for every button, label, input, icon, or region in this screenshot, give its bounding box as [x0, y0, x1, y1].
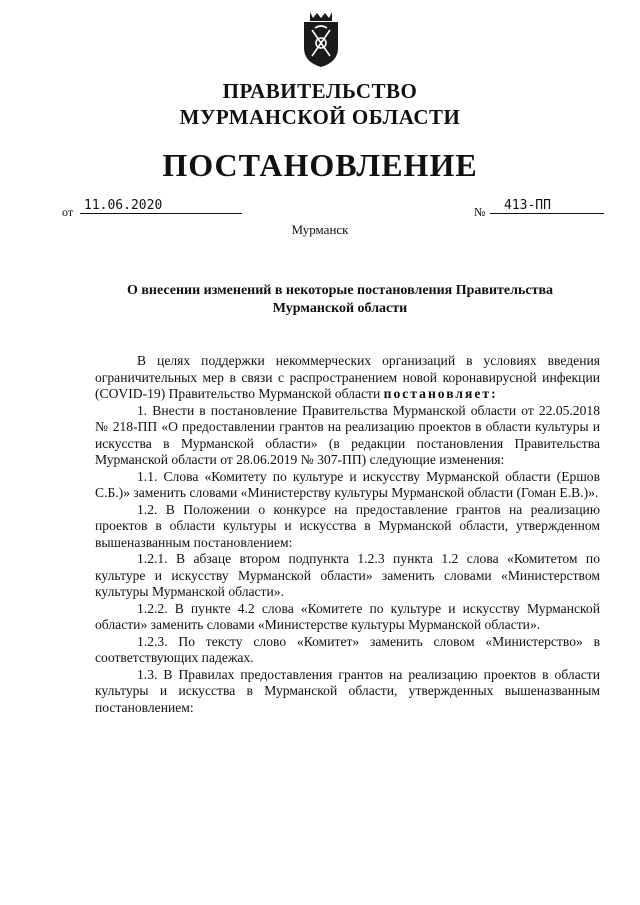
- paragraph-intro: [95, 353, 600, 403]
- paragraph-1-2-3: 1.2.3. По тексту слово «Комитет» заменить словом «Министерство» в соответствующих падежах.: [95, 633, 600, 665]
- date-number-row: [62, 198, 592, 222]
- paragraph-1-1: 1.1. Слова «Комитету по культуре и искусству Мурманской области (Ершов С.Б.)» заменить словами «Министерству культуры Мурманской области (Гоман Е.В.)».: [95, 468, 600, 500]
- paragraph-1-2-1: 1.2.1. В абзаце втором подпункта 1.2.3 пункта 1.2 слова «Комитетом по культуре и искусству Мурманской области» заменить словами «Министерством культуры Мурманской области».: [95, 551, 600, 599]
- paragraph-1: 1. Внести в постановление Правительства Мурманской области от 22.05.2018 № 218-ПП «О предоставлении грантов на реализацию проектов в области культуры и искусства в Мурманской области» (в редакции постановления Правительства Мурманской области от 28.06.2019 № 307-ПП) следующие изменения:: [95, 402, 600, 467]
- government-name: [0, 78, 640, 130]
- decides-word: постановляет:: [383, 386, 498, 401]
- coat-of-arms-icon: [302, 10, 340, 68]
- document-number: 413-ПП: [490, 198, 604, 214]
- paragraph-1-2-2: 1.2.2. В пункте 4.2 слова «Комитете по культуре и искусству Мурманской области» заменить словами «Министерстве культуры Мурманской области».: [95, 600, 600, 632]
- title-line-1: О внесении изменений в некоторые постановления Правительства: [126, 283, 554, 298]
- document-date: 11.06.2020: [80, 198, 242, 214]
- city-name: Мурманск: [291, 222, 349, 237]
- intro-text: В целях поддержки некоммерческих организаций в условиях введения ограничительных мер в связи с распространением новой коронавирусной инфекции (COVID-19) Правительство Мурманской области: [95, 353, 600, 401]
- paragraph-1-2: 1.2. В Положении о конкурсе на предоставление грантов на реализацию проектов в области культуры и искусства в Мурманской области, утвержденном вышеназванным постановлением:: [95, 501, 600, 550]
- number-prefix: №: [474, 205, 486, 219]
- document-type: ПОСТАНОВЛЕНИЕ: [162, 147, 478, 183]
- paragraph-1-3: 1.3. В Правилах предоставления грантов на реализацию проектов в области культуры и искусства в Мурманской области, утвержденных вышеназванным постановлением:: [95, 666, 600, 715]
- date-prefix: от: [62, 205, 74, 219]
- document-title: [100, 282, 580, 318]
- title-line-2: Мурманской области: [272, 301, 408, 316]
- document-body: [95, 353, 600, 716]
- government-line-2: МУРМАНСКОЙ ОБЛАСТИ: [179, 105, 461, 129]
- government-line-1: ПРАВИТЕЛЬСТВО: [222, 79, 418, 103]
